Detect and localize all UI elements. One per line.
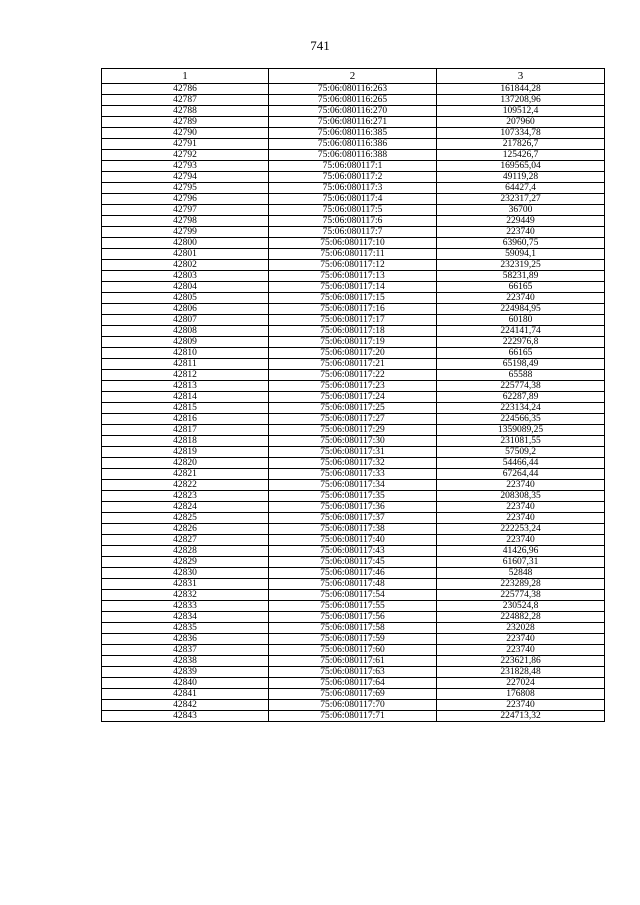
row-number-cell: 42798	[102, 216, 269, 227]
cadastral-number-cell: 75:06:080117:11	[269, 249, 437, 260]
row-number-cell: 42831	[102, 579, 269, 590]
table-row	[102, 656, 605, 667]
cadastral-number-cell: 75:06:080117:35	[269, 491, 437, 502]
cadastral-number-cell: 75:06:080117:7	[269, 227, 437, 238]
cadastral-number-cell: 75:06:080117:56	[269, 612, 437, 623]
value-cell: 223134,24	[437, 403, 605, 414]
cadastral-number-cell: 75:06:080116:385	[269, 128, 437, 139]
table-row	[102, 260, 605, 271]
table-row	[102, 568, 605, 579]
cadastral-number-cell: 75:06:080117:20	[269, 348, 437, 359]
cadastral-number-cell: 75:06:080117:15	[269, 293, 437, 304]
column-header-number: 1	[102, 69, 269, 84]
table-row	[102, 469, 605, 480]
value-cell: 60180	[437, 315, 605, 326]
row-number-cell: 42835	[102, 623, 269, 634]
table-row	[102, 106, 605, 117]
cadastral-number-cell: 75:06:080116:265	[269, 95, 437, 106]
value-cell: 227024	[437, 678, 605, 689]
cadastral-number-cell: 75:06:080117:33	[269, 469, 437, 480]
table-row	[102, 271, 605, 282]
table-row	[102, 227, 605, 238]
table-row	[102, 458, 605, 469]
value-cell: 225774,38	[437, 590, 605, 601]
cadastral-number-cell: 75:06:080117:21	[269, 359, 437, 370]
table-row	[102, 436, 605, 447]
cadastral-number-cell: 75:06:080117:37	[269, 513, 437, 524]
row-number-cell: 42817	[102, 425, 269, 436]
cadastral-number-cell: 75:06:080117:34	[269, 480, 437, 491]
row-number-cell: 42834	[102, 612, 269, 623]
cadastral-number-cell: 75:06:080117:6	[269, 216, 437, 227]
value-cell: 223740	[437, 227, 605, 238]
row-number-cell: 42816	[102, 414, 269, 425]
row-number-cell: 42841	[102, 689, 269, 700]
table-row	[102, 612, 605, 623]
table-row	[102, 392, 605, 403]
cadastral-number-cell: 75:06:080117:10	[269, 238, 437, 249]
row-number-cell: 42805	[102, 293, 269, 304]
cadastral-number-cell: 75:06:080117:60	[269, 645, 437, 656]
row-number-cell: 42819	[102, 447, 269, 458]
row-number-cell: 42802	[102, 260, 269, 271]
row-number-cell: 42825	[102, 513, 269, 524]
cadastral-number-cell: 75:06:080117:36	[269, 502, 437, 513]
row-number-cell: 42837	[102, 645, 269, 656]
cadastral-value-table	[101, 68, 605, 722]
table-row	[102, 304, 605, 315]
row-number-cell: 42793	[102, 161, 269, 172]
cadastral-number-cell: 75:06:080117:45	[269, 557, 437, 568]
row-number-cell: 42800	[102, 238, 269, 249]
row-number-cell: 42842	[102, 700, 269, 711]
table-row	[102, 216, 605, 227]
table-row	[102, 414, 605, 425]
row-number-cell: 42804	[102, 282, 269, 293]
table-row	[102, 689, 605, 700]
table-row	[102, 128, 605, 139]
value-cell: 59094,1	[437, 249, 605, 260]
value-cell: 223740	[437, 502, 605, 513]
cadastral-number-cell: 75:06:080117:58	[269, 623, 437, 634]
row-number-cell: 42826	[102, 524, 269, 535]
value-cell: 223740	[437, 634, 605, 645]
row-number-cell: 42838	[102, 656, 269, 667]
row-number-cell: 42788	[102, 106, 269, 117]
cadastral-number-cell: 75:06:080117:16	[269, 304, 437, 315]
cadastral-number-cell: 75:06:080116:386	[269, 139, 437, 150]
table-row	[102, 238, 605, 249]
row-number-cell: 42799	[102, 227, 269, 238]
cadastral-number-cell: 75:06:080117:14	[269, 282, 437, 293]
cadastral-number-cell: 75:06:080117:61	[269, 656, 437, 667]
value-cell: 224713,32	[437, 711, 605, 722]
value-cell: 224141,74	[437, 326, 605, 337]
row-number-cell: 42818	[102, 436, 269, 447]
cadastral-number-cell: 75:06:080117:54	[269, 590, 437, 601]
table-row	[102, 502, 605, 513]
row-number-cell: 42810	[102, 348, 269, 359]
value-cell: 230524,8	[437, 601, 605, 612]
value-cell: 58231,89	[437, 271, 605, 282]
table-row	[102, 315, 605, 326]
cadastral-number-cell: 75:06:080117:29	[269, 425, 437, 436]
value-cell: 207960	[437, 117, 605, 128]
value-cell: 222253,24	[437, 524, 605, 535]
value-cell: 217826,7	[437, 139, 605, 150]
value-cell: 64427,4	[437, 183, 605, 194]
cadastral-number-cell: 75:06:080117:30	[269, 436, 437, 447]
table-row	[102, 359, 605, 370]
cadastral-number-cell: 75:06:080117:43	[269, 546, 437, 557]
value-cell: 66165	[437, 282, 605, 293]
column-header-cadastral-number: 2	[269, 69, 437, 84]
row-number-cell: 42828	[102, 546, 269, 557]
table-row	[102, 557, 605, 568]
cadastral-number-cell: 75:06:080117:13	[269, 271, 437, 282]
row-number-cell: 42811	[102, 359, 269, 370]
table-header-row	[102, 69, 605, 84]
row-number-cell: 42787	[102, 95, 269, 106]
row-number-cell: 42801	[102, 249, 269, 260]
cadastral-number-cell: 75:06:080116:270	[269, 106, 437, 117]
cadastral-number-cell: 75:06:080117:12	[269, 260, 437, 271]
cadastral-number-cell: 75:06:080117:19	[269, 337, 437, 348]
row-number-cell: 42803	[102, 271, 269, 282]
table-row	[102, 535, 605, 546]
value-cell: 57509,2	[437, 447, 605, 458]
table-row	[102, 293, 605, 304]
value-cell: 49119,28	[437, 172, 605, 183]
table-row	[102, 634, 605, 645]
table-row	[102, 579, 605, 590]
cadastral-number-cell: 75:06:080116:271	[269, 117, 437, 128]
value-cell: 52848	[437, 568, 605, 579]
table-row	[102, 337, 605, 348]
table-row	[102, 150, 605, 161]
table-row	[102, 447, 605, 458]
cadastral-number-cell: 75:06:080117:3	[269, 183, 437, 194]
value-cell: 65588	[437, 370, 605, 381]
column-header-value: 3	[437, 69, 605, 84]
value-cell: 229449	[437, 216, 605, 227]
row-number-cell: 42814	[102, 392, 269, 403]
table-row	[102, 381, 605, 392]
value-cell: 107334,78	[437, 128, 605, 139]
table-row	[102, 700, 605, 711]
value-cell: 223740	[437, 480, 605, 491]
cadastral-number-cell: 75:06:080117:22	[269, 370, 437, 381]
value-cell: 176808	[437, 689, 605, 700]
value-cell: 222976,8	[437, 337, 605, 348]
table-row	[102, 172, 605, 183]
cadastral-number-cell: 75:06:080117:69	[269, 689, 437, 700]
table-row	[102, 249, 605, 260]
value-cell: 232317,27	[437, 194, 605, 205]
value-cell: 223740	[437, 293, 605, 304]
row-number-cell: 42823	[102, 491, 269, 502]
value-cell: 208308,35	[437, 491, 605, 502]
cadastral-number-cell: 75:06:080117:18	[269, 326, 437, 337]
table-row	[102, 667, 605, 678]
table-row	[102, 601, 605, 612]
row-number-cell: 42821	[102, 469, 269, 480]
value-cell: 1359089,25	[437, 425, 605, 436]
row-number-cell: 42833	[102, 601, 269, 612]
cadastral-number-cell: 75:06:080117:40	[269, 535, 437, 546]
table-row	[102, 513, 605, 524]
value-cell: 223621,86	[437, 656, 605, 667]
row-number-cell: 42808	[102, 326, 269, 337]
table-row	[102, 84, 605, 95]
cadastral-number-cell: 75:06:080117:4	[269, 194, 437, 205]
table-row	[102, 348, 605, 359]
value-cell: 225774,38	[437, 381, 605, 392]
row-number-cell: 42794	[102, 172, 269, 183]
value-cell: 232319,25	[437, 260, 605, 271]
table-row	[102, 645, 605, 656]
value-cell: 66165	[437, 348, 605, 359]
row-number-cell: 42812	[102, 370, 269, 381]
cadastral-number-cell: 75:06:080117:64	[269, 678, 437, 689]
page-number: 741	[310, 38, 330, 53]
value-cell: 231081,55	[437, 436, 605, 447]
row-number-cell: 42827	[102, 535, 269, 546]
row-number-cell: 42836	[102, 634, 269, 645]
cadastral-number-cell: 75:06:080117:46	[269, 568, 437, 579]
value-cell: 223740	[437, 645, 605, 656]
value-cell: 224984,95	[437, 304, 605, 315]
table-row	[102, 117, 605, 128]
table-row	[102, 678, 605, 689]
cadastral-number-cell: 75:06:080117:17	[269, 315, 437, 326]
table-row	[102, 370, 605, 381]
row-number-cell: 42813	[102, 381, 269, 392]
value-cell: 54466,44	[437, 458, 605, 469]
value-cell: 65198,49	[437, 359, 605, 370]
value-cell: 63960,75	[437, 238, 605, 249]
cadastral-number-cell: 75:06:080117:23	[269, 381, 437, 392]
cadastral-number-cell: 75:06:080117:70	[269, 700, 437, 711]
value-cell: 223740	[437, 513, 605, 524]
table-row	[102, 403, 605, 414]
value-cell: 223740	[437, 700, 605, 711]
table-row	[102, 480, 605, 491]
value-cell: 67264,44	[437, 469, 605, 480]
cadastral-number-cell: 75:06:080117:32	[269, 458, 437, 469]
row-number-cell: 42795	[102, 183, 269, 194]
row-number-cell: 42791	[102, 139, 269, 150]
cadastral-number-cell: 75:06:080117:59	[269, 634, 437, 645]
value-cell: 231828,48	[437, 667, 605, 678]
cadastral-number-cell: 75:06:080117:31	[269, 447, 437, 458]
row-number-cell: 42797	[102, 205, 269, 216]
table-row	[102, 161, 605, 172]
cadastral-number-cell: 75:06:080117:24	[269, 392, 437, 403]
value-cell: 161844,28	[437, 84, 605, 95]
row-number-cell: 42840	[102, 678, 269, 689]
table-row	[102, 95, 605, 106]
value-cell: 223289,28	[437, 579, 605, 590]
value-cell: 223740	[437, 535, 605, 546]
row-number-cell: 42820	[102, 458, 269, 469]
row-number-cell: 42832	[102, 590, 269, 601]
value-cell: 125426,7	[437, 150, 605, 161]
row-number-cell: 42796	[102, 194, 269, 205]
table-row	[102, 491, 605, 502]
cadastral-number-cell: 75:06:080117:63	[269, 667, 437, 678]
cadastral-number-cell: 75:06:080117:55	[269, 601, 437, 612]
cadastral-number-cell: 75:06:080116:263	[269, 84, 437, 95]
cadastral-number-cell: 75:06:080117:2	[269, 172, 437, 183]
table-row	[102, 590, 605, 601]
row-number-cell: 42809	[102, 337, 269, 348]
table-row	[102, 139, 605, 150]
table-row	[102, 425, 605, 436]
row-number-cell: 42789	[102, 117, 269, 128]
value-cell: 137208,96	[437, 95, 605, 106]
row-number-cell: 42839	[102, 667, 269, 678]
table-row	[102, 546, 605, 557]
row-number-cell: 42824	[102, 502, 269, 513]
row-number-cell: 42822	[102, 480, 269, 491]
cadastral-number-cell: 75:06:080117:5	[269, 205, 437, 216]
value-cell: 36700	[437, 205, 605, 216]
table-row	[102, 623, 605, 634]
row-number-cell: 42806	[102, 304, 269, 315]
value-cell: 61607,31	[437, 557, 605, 568]
cadastral-number-cell: 75:06:080117:27	[269, 414, 437, 425]
value-cell: 109512,4	[437, 106, 605, 117]
cadastral-number-cell: 75:06:080116:388	[269, 150, 437, 161]
row-number-cell: 42807	[102, 315, 269, 326]
table-row	[102, 205, 605, 216]
table-row	[102, 326, 605, 337]
cadastral-number-cell: 75:06:080117:71	[269, 711, 437, 722]
cadastral-number-cell: 75:06:080117:48	[269, 579, 437, 590]
table-row	[102, 524, 605, 535]
row-number-cell: 42830	[102, 568, 269, 579]
value-cell: 169565,04	[437, 161, 605, 172]
cadastral-number-cell: 75:06:080117:1	[269, 161, 437, 172]
table-row	[102, 194, 605, 205]
row-number-cell: 42815	[102, 403, 269, 414]
value-cell: 41426,96	[437, 546, 605, 557]
value-cell: 62287,89	[437, 392, 605, 403]
value-cell: 224882,28	[437, 612, 605, 623]
table-row	[102, 282, 605, 293]
table-body	[102, 84, 605, 722]
row-number-cell: 42790	[102, 128, 269, 139]
row-number-cell: 42829	[102, 557, 269, 568]
row-number-cell: 42786	[102, 84, 269, 95]
value-cell: 232028	[437, 623, 605, 634]
value-cell: 224566,35	[437, 414, 605, 425]
cadastral-number-cell: 75:06:080117:25	[269, 403, 437, 414]
table-row	[102, 183, 605, 194]
table-row	[102, 711, 605, 722]
cadastral-number-cell: 75:06:080117:38	[269, 524, 437, 535]
row-number-cell: 42843	[102, 711, 269, 722]
row-number-cell: 42792	[102, 150, 269, 161]
